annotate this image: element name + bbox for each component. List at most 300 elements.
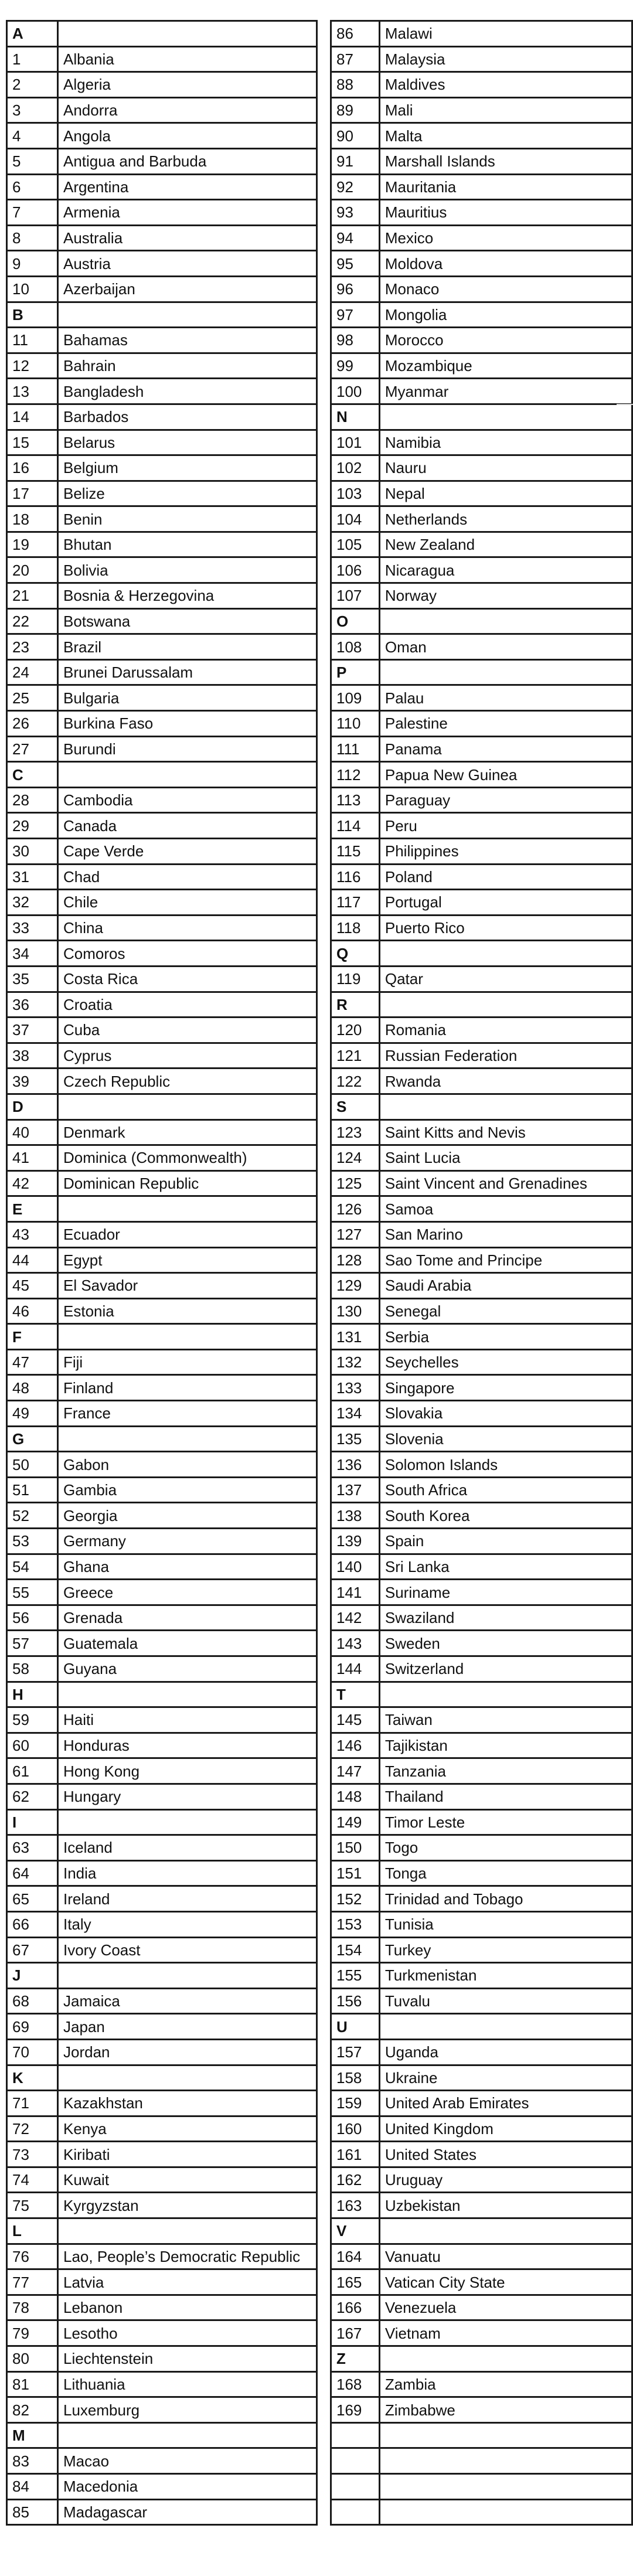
country-name: Vietnam: [379, 2320, 632, 2346]
row-number: 40: [7, 1119, 58, 1145]
section-letter: K: [7, 2065, 58, 2091]
country-name: Bhutan: [58, 532, 317, 557]
country-name: Papua New Guinea: [379, 762, 632, 788]
table-row: [331, 1477, 632, 1503]
country-name: [379, 2422, 632, 2448]
row-number: 102: [331, 455, 380, 481]
country-name: Grenada: [58, 1605, 317, 1631]
row-number: 62: [7, 1784, 58, 1809]
table-row: [331, 2142, 632, 2167]
row-number: 118: [331, 915, 380, 941]
table-row: [331, 2193, 632, 2218]
empty-row: [331, 2448, 632, 2474]
country-table-right: [330, 20, 633, 2526]
row-number: 66: [7, 1911, 58, 1937]
country-name: Nepal: [379, 481, 632, 506]
row-number: 131: [331, 1324, 380, 1350]
section-letter: O: [331, 608, 380, 634]
country-list-document: [0, 20, 633, 2575]
country-name: Poland: [379, 864, 632, 890]
row-number: 96: [331, 276, 380, 302]
row-number: 35: [7, 966, 58, 992]
table-row: [331, 1273, 632, 1299]
row-number: 100: [331, 379, 380, 404]
country-name: South Africa: [379, 1477, 632, 1503]
table-row: [331, 123, 632, 149]
empty-row: [331, 2474, 632, 2500]
row-number: 27: [7, 736, 58, 762]
section-letter: E: [7, 1196, 58, 1222]
row-number: 130: [331, 1298, 380, 1324]
section-letter: R: [331, 992, 380, 1018]
country-name: Iceland: [58, 1835, 317, 1861]
row-number: 19: [7, 532, 58, 557]
country-name: United States: [379, 2142, 632, 2167]
country-name: India: [58, 1860, 317, 1886]
row-number: 65: [7, 1886, 58, 1912]
row-number: 46: [7, 1298, 58, 1324]
row-number: 105: [331, 532, 380, 557]
row-number: 42: [7, 1170, 58, 1196]
table-row: [331, 532, 632, 557]
row-number: 25: [7, 685, 58, 711]
table-row: [331, 1452, 632, 1478]
section-letter: Z: [331, 2346, 380, 2372]
table-row: [331, 379, 632, 404]
section-letter: Q: [331, 941, 380, 967]
country-name: Timor Leste: [379, 1809, 632, 1835]
row-number: 165: [331, 2269, 380, 2295]
row-number: 63: [7, 1835, 58, 1861]
table-row: [331, 839, 632, 865]
table-row: [331, 583, 632, 609]
row-number: 120: [331, 1018, 380, 1043]
table-row: [331, 2269, 632, 2295]
country-name: Nicaragua: [379, 557, 632, 583]
country-name: Kuwait: [58, 2167, 317, 2193]
country-name: Gambia: [58, 1477, 317, 1503]
country-name: Azerbaijan: [58, 276, 317, 302]
country-name: Slovenia: [379, 1426, 632, 1452]
country-name: Ecuador: [58, 1221, 317, 1247]
country-name: Oman: [379, 634, 632, 660]
table-row: [331, 328, 632, 353]
country-name: Algeria: [58, 72, 317, 98]
country-name: Trinidad and Tobago: [379, 1886, 632, 1912]
row-number: 14: [7, 404, 58, 430]
country-name: Palestine: [379, 711, 632, 737]
country-name: Macedonia: [58, 2474, 317, 2500]
country-name: Kiribati: [58, 2142, 317, 2167]
table-row: [331, 1963, 632, 1989]
country-name: Mexico: [379, 225, 632, 251]
section-letter: I: [7, 1809, 58, 1835]
letter-header-row: [331, 1682, 632, 1707]
country-name: Ivory Coast: [58, 1937, 317, 1963]
table-row: [331, 1043, 632, 1068]
country-name: Honduras: [58, 1733, 317, 1758]
country-name: Solomon Islands: [379, 1452, 632, 1478]
table-row: [331, 1758, 632, 1784]
country-name: [379, 941, 632, 967]
row-number: 159: [331, 2091, 380, 2116]
country-name: Mauritania: [379, 174, 632, 200]
country-name: Malta: [379, 123, 632, 149]
country-name: Peru: [379, 813, 632, 839]
row-number: 68: [7, 1988, 58, 2014]
country-name: Portugal: [379, 890, 632, 916]
row-number: 91: [331, 148, 380, 174]
section-letter: M: [7, 2422, 58, 2448]
country-name: Saint Lucia: [379, 1145, 632, 1171]
letter-header-row: [331, 2014, 632, 2040]
table-row: [331, 174, 632, 200]
row-number: 2: [7, 72, 58, 98]
row-number: 114: [331, 813, 380, 839]
table-row: [331, 890, 632, 916]
table-row: [331, 1119, 632, 1145]
country-name: Vanuatu: [379, 2244, 632, 2269]
empty-row: [331, 2499, 632, 2525]
country-name: Burkina Faso: [58, 711, 317, 737]
table-row: [331, 915, 632, 941]
country-name: Spain: [379, 1529, 632, 1554]
row-number: 21: [7, 583, 58, 609]
country-name: Morocco: [379, 328, 632, 353]
country-name: Ireland: [58, 1886, 317, 1912]
table-row: [331, 736, 632, 762]
row-number: 146: [331, 1733, 380, 1758]
section-letter: T: [331, 1682, 380, 1707]
country-name: Antigua and Barbuda: [58, 148, 317, 174]
row-number: 48: [7, 1375, 58, 1401]
row-number: 162: [331, 2167, 380, 2193]
row-number: 1: [7, 46, 58, 72]
country-name: Bahrain: [58, 353, 317, 379]
row-number: 137: [331, 1477, 380, 1503]
table-row: [331, 1809, 632, 1835]
row-number: 34: [7, 941, 58, 967]
country-name: Burundi: [58, 736, 317, 762]
table-row: [331, 2065, 632, 2091]
country-name: Albania: [58, 46, 317, 72]
country-name: Luxemburg: [58, 2397, 317, 2423]
section-letter: J: [7, 1963, 58, 1989]
country-name: Austria: [58, 251, 317, 277]
country-name: Russian Federation: [379, 1043, 632, 1068]
country-name: Angola: [58, 123, 317, 149]
table-body-right: [331, 21, 632, 2525]
row-number: 59: [7, 1707, 58, 1733]
section-letter: P: [331, 659, 380, 685]
table-row: [331, 762, 632, 788]
table-row: [331, 813, 632, 839]
table-row: [331, 1068, 632, 1094]
section-letter: N: [331, 404, 380, 430]
letter-header-row: [331, 608, 632, 634]
row-number: 29: [7, 813, 58, 839]
country-name: Comoros: [58, 941, 317, 967]
country-name: Lebanon: [58, 2295, 317, 2320]
table-row: [331, 97, 632, 123]
row-number: 95: [331, 251, 380, 277]
country-name: Lithuania: [58, 2371, 317, 2397]
row-number: 41: [7, 1145, 58, 1171]
table-row: [331, 1018, 632, 1043]
country-name: [379, 2474, 632, 2500]
country-name: Tonga: [379, 1860, 632, 1886]
row-number: 97: [331, 302, 380, 328]
country-name: Finland: [58, 1375, 317, 1401]
country-name: Sri Lanka: [379, 1554, 632, 1580]
letter-header-row: [331, 941, 632, 967]
row-number: 101: [331, 430, 380, 455]
country-name: Hong Kong: [58, 1758, 317, 1784]
country-name: [379, 404, 632, 430]
country-name: Benin: [58, 506, 317, 532]
empty-row: [331, 2422, 632, 2448]
row-number: 128: [331, 1247, 380, 1273]
section-letter: F: [7, 1324, 58, 1350]
country-name: New Zealand: [379, 532, 632, 557]
country-name: Moldova: [379, 251, 632, 277]
row-number: 152: [331, 1886, 380, 1912]
row-number: 116: [331, 864, 380, 890]
row-number: 33: [7, 915, 58, 941]
row-number: 169: [331, 2397, 380, 2423]
country-name: El Savador: [58, 1273, 317, 1299]
country-name: Italy: [58, 1911, 317, 1937]
table-row: [331, 1247, 632, 1273]
row-number: 82: [7, 2397, 58, 2423]
table-row: [331, 1605, 632, 1631]
country-name: Saudi Arabia: [379, 1273, 632, 1299]
country-name: Rwanda: [379, 1068, 632, 1094]
row-number: [331, 2422, 380, 2448]
table-row: [331, 966, 632, 992]
table-row: [331, 251, 632, 277]
country-name: Cape Verde: [58, 839, 317, 865]
table-row: [331, 1529, 632, 1554]
country-name: Cyprus: [58, 1043, 317, 1068]
country-name: Lao, People’s Democratic Republic: [58, 2244, 317, 2269]
country-name: Uruguay: [379, 2167, 632, 2193]
country-name: Tunisia: [379, 1911, 632, 1937]
country-name: Mali: [379, 97, 632, 123]
row-number: 43: [7, 1221, 58, 1247]
row-number: 69: [7, 2014, 58, 2040]
country-name: Brazil: [58, 634, 317, 660]
country-name: [379, 2499, 632, 2525]
row-number: 56: [7, 1605, 58, 1631]
row-number: [331, 2499, 380, 2525]
row-number: 61: [7, 1758, 58, 1784]
row-number: 126: [331, 1196, 380, 1222]
country-name: [379, 2218, 632, 2244]
row-number: 15: [7, 430, 58, 455]
country-name: Barbados: [58, 404, 317, 430]
row-number: 150: [331, 1835, 380, 1861]
country-name: [379, 1094, 632, 1119]
row-number: 142: [331, 1605, 380, 1631]
country-name: China: [58, 915, 317, 941]
row-number: 163: [331, 2193, 380, 2218]
row-number: 167: [331, 2320, 380, 2346]
row-number: 32: [7, 890, 58, 916]
row-number: 67: [7, 1937, 58, 1963]
country-name: Chile: [58, 890, 317, 916]
table-row: [331, 1145, 632, 1171]
row-number: 38: [7, 1043, 58, 1068]
row-number: 141: [331, 1580, 380, 1605]
section-letter: L: [7, 2218, 58, 2244]
country-name: Palau: [379, 685, 632, 711]
country-name: Greece: [58, 1580, 317, 1605]
table-row: [331, 1860, 632, 1886]
country-name: Armenia: [58, 200, 317, 226]
section-letter: U: [331, 2014, 380, 2040]
country-name: [379, 2448, 632, 2474]
country-name: Kenya: [58, 2116, 317, 2142]
table-row: [331, 1401, 632, 1427]
country-name: Malawi: [379, 21, 632, 47]
table-row: [331, 864, 632, 890]
table-row: [331, 2039, 632, 2065]
table-row: [331, 276, 632, 302]
country-name: Bolivia: [58, 557, 317, 583]
row-number: 122: [331, 1068, 380, 1094]
table-row: [331, 2116, 632, 2142]
row-number: 20: [7, 557, 58, 583]
row-number: 30: [7, 839, 58, 865]
table-row: [331, 225, 632, 251]
country-name: Belgium: [58, 455, 317, 481]
table-row: [331, 1656, 632, 1682]
row-number: 22: [7, 608, 58, 634]
letter-header-row: [331, 2346, 632, 2372]
country-name: Venezuela: [379, 2295, 632, 2320]
country-name: Hungary: [58, 1784, 317, 1809]
country-name: Thailand: [379, 1784, 632, 1809]
table-row: [331, 557, 632, 583]
table-row: [331, 21, 632, 47]
country-name: Bulgaria: [58, 685, 317, 711]
country-name: Marshall Islands: [379, 148, 632, 174]
table-row: [331, 1784, 632, 1809]
country-name: Madagascar: [58, 2499, 317, 2525]
row-number: 108: [331, 634, 380, 660]
row-number: 24: [7, 659, 58, 685]
country-name: [379, 1682, 632, 1707]
section-letter: S: [331, 1094, 380, 1119]
row-number: 117: [331, 890, 380, 916]
table-row: [331, 1349, 632, 1375]
country-name: Bahamas: [58, 328, 317, 353]
row-number: 78: [7, 2295, 58, 2320]
table-row: [331, 353, 632, 379]
row-number: 17: [7, 481, 58, 506]
row-number: [331, 2474, 380, 2500]
table-row: [331, 1911, 632, 1937]
row-number: 23: [7, 634, 58, 660]
row-number: 18: [7, 506, 58, 532]
row-number: 112: [331, 762, 380, 788]
table-row: [331, 148, 632, 174]
country-name: Zimbabwe: [379, 2397, 632, 2423]
country-name: Kazakhstan: [58, 2091, 317, 2116]
country-name: Canada: [58, 813, 317, 839]
row-number: 89: [331, 97, 380, 123]
letter-header-row: [331, 1094, 632, 1119]
table-row: [331, 1324, 632, 1350]
row-number: 4: [7, 123, 58, 149]
country-name: Costa Rica: [58, 966, 317, 992]
country-name: Romania: [379, 1018, 632, 1043]
row-number: 145: [331, 1707, 380, 1733]
letter-header-row: [331, 404, 632, 430]
row-number: 139: [331, 1529, 380, 1554]
row-number: 164: [331, 2244, 380, 2269]
table-row: [331, 1631, 632, 1656]
row-number: 85: [7, 2499, 58, 2525]
row-number: 110: [331, 711, 380, 737]
country-name: Japan: [58, 2014, 317, 2040]
row-number: 49: [7, 1401, 58, 1427]
country-name: Ukraine: [379, 2065, 632, 2091]
row-number: 80: [7, 2346, 58, 2372]
row-number: 16: [7, 455, 58, 481]
row-number: 77: [7, 2269, 58, 2295]
row-number: 111: [331, 736, 380, 762]
row-number: 127: [331, 1221, 380, 1247]
country-name: Liechtenstein: [58, 2346, 317, 2372]
table-row: [331, 1196, 632, 1222]
row-number: 88: [331, 72, 380, 98]
row-number: 31: [7, 864, 58, 890]
country-name: Saint Kitts and Nevis: [379, 1119, 632, 1145]
table-row: [331, 302, 632, 328]
country-name: Denmark: [58, 1119, 317, 1145]
table-row: [331, 2091, 632, 2116]
row-number: 83: [7, 2448, 58, 2474]
table-row: [331, 1937, 632, 1963]
country-name: Paraguay: [379, 787, 632, 813]
country-name: Monaco: [379, 276, 632, 302]
section-letter: G: [7, 1426, 58, 1452]
country-name: Georgia: [58, 1503, 317, 1529]
country-name: Tanzania: [379, 1758, 632, 1784]
row-number: 121: [331, 1043, 380, 1068]
row-number: 26: [7, 711, 58, 737]
country-name: Czech Republic: [58, 1068, 317, 1094]
row-number: 36: [7, 992, 58, 1018]
row-number: 50: [7, 1452, 58, 1478]
row-number: 3: [7, 97, 58, 123]
country-name: Jamaica: [58, 1988, 317, 2014]
country-name: Turkey: [379, 1937, 632, 1963]
country-name: Chad: [58, 864, 317, 890]
row-number: 55: [7, 1580, 58, 1605]
row-number: 140: [331, 1554, 380, 1580]
table-row: [331, 685, 632, 711]
row-number: 57: [7, 1631, 58, 1656]
country-name: Saint Vincent and Grenadines: [379, 1170, 632, 1196]
table-row: [331, 1886, 632, 1912]
row-number: 5: [7, 148, 58, 174]
country-name: Ghana: [58, 1554, 317, 1580]
country-name: San Marino: [379, 1221, 632, 1247]
letter-header-row: [331, 2218, 632, 2244]
